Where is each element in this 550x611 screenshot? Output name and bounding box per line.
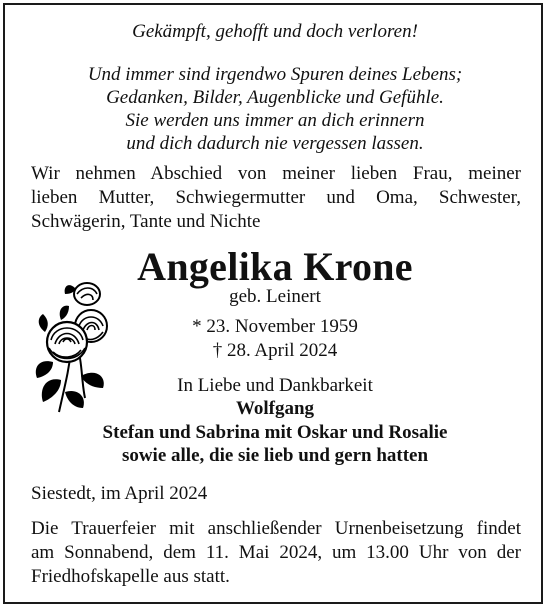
funeral-line: am Sonnabend, dem 11. Mai 2024, um 13.00 Uhr von der <box>31 542 521 563</box>
intro-line: Wir nehmen Abschied von meiner lieben Frau, meiner <box>31 163 521 184</box>
mourners-intro: In Liebe und Dankbarkeit <box>177 375 373 396</box>
poem-line: Gedanken, Bilder, Augenblicke und Gefühle. <box>106 87 444 108</box>
intro-text <box>31 162 521 234</box>
intro-line: Schwägerin, Tante und Nichte <box>31 211 261 232</box>
birth-date: * 23. November 1959 <box>192 316 358 337</box>
motto: Gekämpft, gehofft und doch verloren! <box>132 21 418 42</box>
death-date: † 28. April 2024 <box>212 340 338 361</box>
mourner-others: sowie alle, die sie lieb und gern hatten <box>121 445 429 466</box>
birth-name: geb. Leinert <box>229 286 321 307</box>
funeral-line: Die Trauerfeier mit anschließender Urnenbeisetzung findet <box>31 518 521 539</box>
poem-line: und dich dadurch nie vergessen lassen. <box>126 133 424 154</box>
poem <box>0 63 550 155</box>
deceased-name: Angelika Krone <box>137 244 413 289</box>
funeral-line: Friedhofskapelle aus statt. <box>31 566 230 587</box>
mourner-family: Stefan und Sabrina mit Oskar und Rosalie <box>102 422 448 443</box>
intro-line: lieben Mutter, Schwiegermutter und Oma, Schwester, <box>31 187 521 208</box>
poem-line: Sie werden uns immer an dich erinnern <box>125 110 425 131</box>
funeral-notice <box>31 517 521 589</box>
place-date: Siestedt, im April 2024 <box>31 483 208 504</box>
mourner-spouse: Wolfgang <box>235 398 315 419</box>
poem-line: Und immer sind irgendwo Spuren deines Lebens; <box>87 64 463 85</box>
